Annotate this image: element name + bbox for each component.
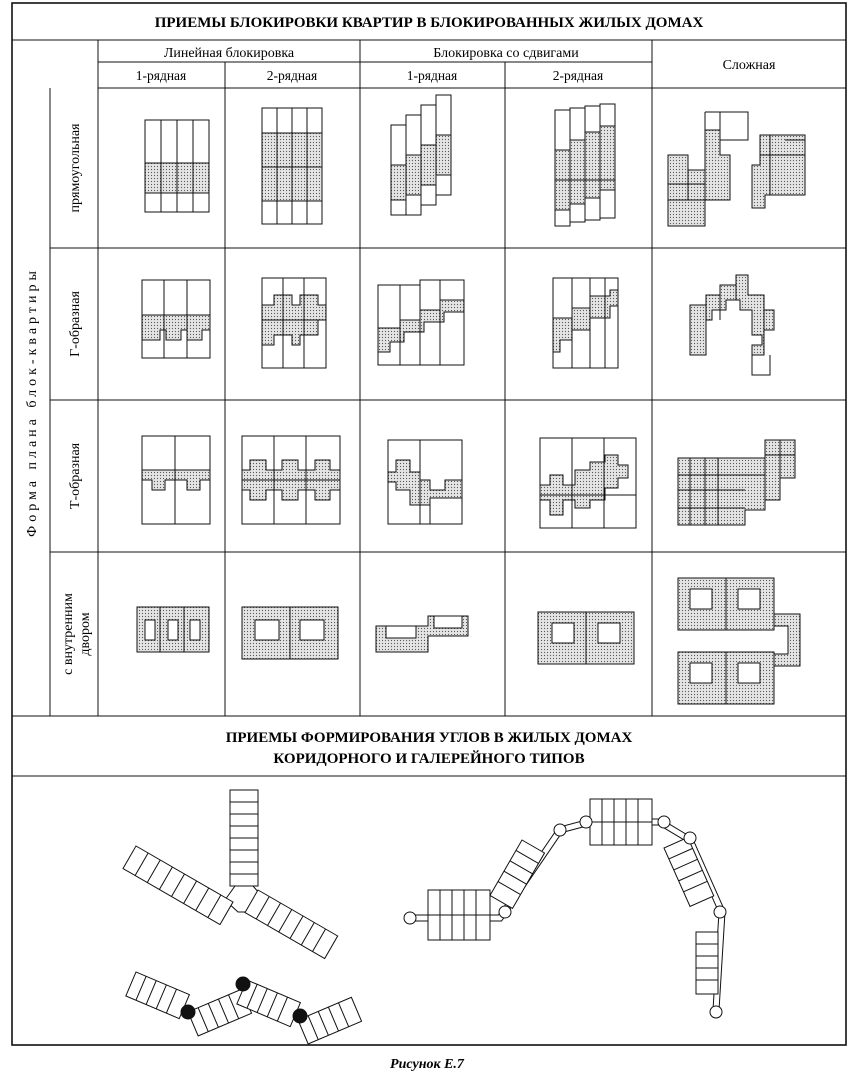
y-shaped-plan xyxy=(123,790,338,959)
plan-t-shifted-1row xyxy=(388,440,462,524)
second-title-line-1: ПРИЕМЫ ФОРМИРОВАНИЯ УГЛОВ В ЖИЛЫХ ДОМАХ xyxy=(225,730,633,746)
serpentine-plan xyxy=(404,799,726,1018)
plan-rect-complex xyxy=(668,112,805,226)
row-label-t: Т-образная xyxy=(68,442,83,510)
subheader-linear-1row: 1-рядная xyxy=(135,68,187,83)
plan-rect-linear-2row xyxy=(262,108,322,224)
main-title: ПРИЕМЫ БЛОКИРОВКИ КВАРТИР В БЛОКИРОВАННЫХ ЖИЛЫХ ДОМАХ xyxy=(154,15,704,31)
header-complex: Сложная xyxy=(722,58,776,73)
plan-t-linear-1row xyxy=(142,436,210,524)
plan-court-complex xyxy=(678,578,800,704)
plan-court-shifted-2row xyxy=(538,612,634,664)
row-label-court-2: двором xyxy=(78,612,93,656)
plan-court-shifted-1row xyxy=(376,616,468,652)
figure-caption: Рисунок Е.7 xyxy=(390,1057,464,1072)
header-shifted: Блокировка со сдвигами xyxy=(433,46,579,61)
subheader-shifted-2row: 2-рядная xyxy=(552,68,604,83)
plan-rect-shifted-2row xyxy=(555,104,615,226)
plan-court-linear-1row xyxy=(137,607,209,652)
plan-t-linear-2row xyxy=(242,436,340,524)
plan-rect-shifted-1row xyxy=(391,95,451,215)
row-label-rect: прямоугольная xyxy=(68,123,83,213)
plan-g-complex xyxy=(690,275,774,375)
second-title-line-2: КОРИДОРНОГО И ГАЛЕРЕЙНОГО ТИПОВ xyxy=(273,751,585,767)
plan-court-linear-2row xyxy=(242,607,338,659)
plan-t-complex xyxy=(678,440,795,525)
plan-g-linear-1row xyxy=(142,280,210,358)
zigzag-plan xyxy=(126,972,362,1044)
header-linear: Линейная блокировка xyxy=(163,46,295,61)
plan-rect-linear-1row xyxy=(145,120,209,212)
subheader-linear-2row: 2-рядная xyxy=(266,68,318,83)
subheader-shifted-1row: 1-рядная xyxy=(406,68,458,83)
plan-g-shifted-1row xyxy=(378,280,464,365)
row-label-g: Г-образная xyxy=(68,291,83,357)
plan-t-shifted-2row xyxy=(540,438,636,528)
row-label-court-1: с внутренним xyxy=(61,593,76,675)
plan-g-linear-2row xyxy=(262,278,326,368)
plan-g-shifted-2row xyxy=(553,278,618,368)
side-label: Форма плана блок-квартиры xyxy=(25,267,40,537)
